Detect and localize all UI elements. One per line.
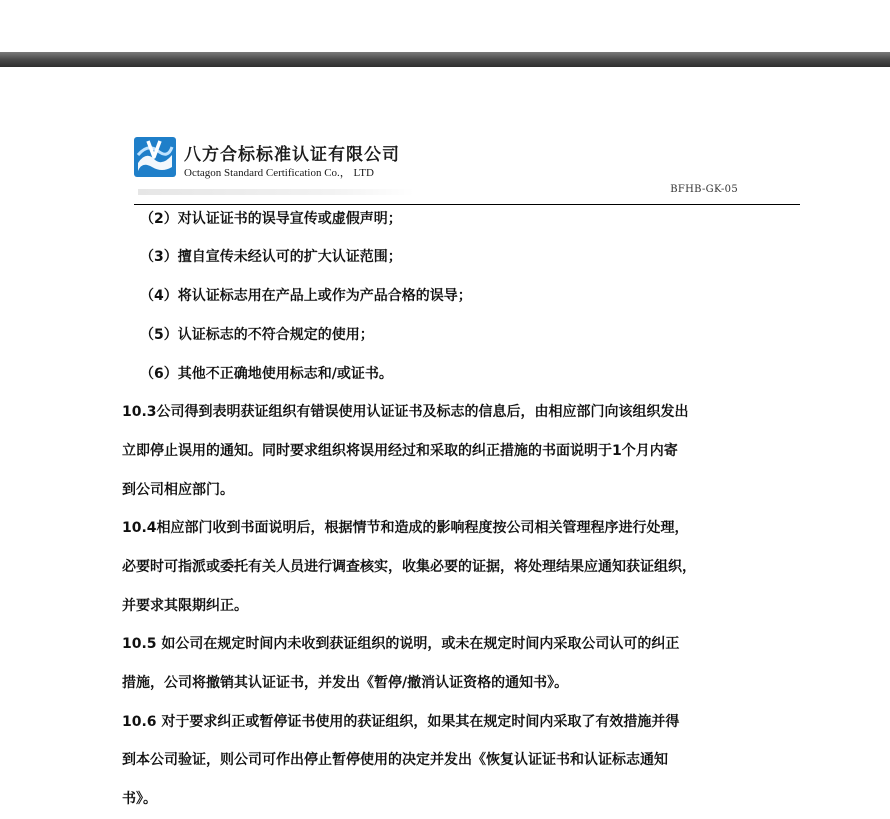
paragraph-10-4-line-3: 并要求其限期纠正。 (122, 598, 248, 614)
clause-item-4: （4）将认证标志用在产品上或作为产品合格的误导； (140, 288, 472, 304)
paragraph-10-3-line-3: 到公司相应部门。 (122, 482, 234, 498)
paragraph-10-4-line-2: 必要时可指派或委托有关人员进行调查核实，收集必要的证据，将处理结果应通知获证组织， (122, 559, 696, 575)
clause-item-2: （2）对认证证书的误导宣传或虚假声明； (140, 211, 402, 227)
paragraph-10-3-line-1: 10.3公司得到表明获证组织有错误使用认证证书及标志的信息后，由相应部门向该组织发出 (122, 404, 689, 420)
clause-item-3: （3）擅自宣传未经认可的扩大认证范围； (140, 249, 402, 265)
clause-item-6: （6）其他不正确地使用标志和/或证书。 (140, 366, 393, 382)
viewer-toolbar-strip (0, 52, 890, 67)
paragraph-10-5-line-2: 措施，公司将撤销其认证证书，并发出《暂停/撤消认证资格的通知书》。 (122, 675, 569, 691)
company-name-en: Octagon Standard Certification Co.， LTD (184, 167, 374, 179)
paragraph-10-6-line-2: 到本公司验证，则公司可作出停止暂停使用的决定并发出《恢复认证证书和认证标志通知 (122, 752, 668, 768)
octagon-wave-logo-icon (134, 137, 176, 177)
company-name-cn: 八方合标标准认证有限公司 (184, 145, 400, 165)
page-header (134, 137, 800, 205)
paragraph-10-5-line-1: 10.5 如公司在规定时间内未收到获证组织的说明，或未在规定时间内采取公司认可的纠正 (122, 636, 680, 652)
document-code: BFHB-GK-05 (670, 184, 738, 195)
paragraph-10-4-line-1: 10.4相应部门收到书面说明后，根据情节和造成的影响程度按公司相关管理程序进行处理， (122, 520, 689, 536)
paragraph-10-3-line-2: 立即停止误用的通知。同时要求组织将误用经过和采取的纠正措施的书面说明于1个月内寄 (122, 443, 678, 459)
paragraph-10-6-line-3: 书》。 (122, 791, 157, 807)
header-shade-bar (138, 189, 414, 195)
clause-item-5: （5）认证标志的不符合规定的使用； (140, 327, 374, 343)
paragraph-10-6-line-1: 10.6 对于要求纠正或暂停证书使用的获证组织，如果其在规定时间内采取了有效措施并得 (122, 714, 680, 730)
